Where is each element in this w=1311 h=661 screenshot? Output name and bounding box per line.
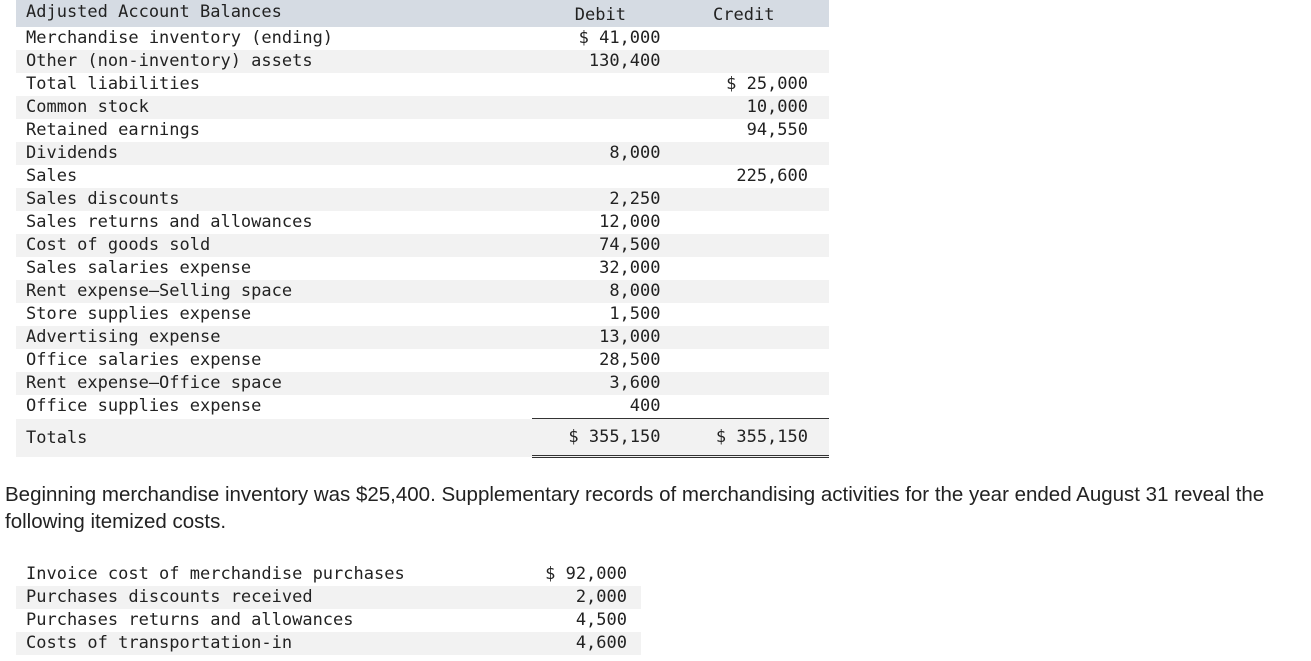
account-debit: 32,000 bbox=[599, 258, 661, 278]
adjusted-balances-table bbox=[16, 0, 829, 458]
table-row bbox=[16, 234, 829, 257]
account-credit: $ 25,000 bbox=[726, 74, 808, 94]
account-debit: 1,500 bbox=[609, 304, 661, 324]
header-title: Adjusted Account Balances bbox=[16, 0, 532, 27]
itemized-costs-table bbox=[16, 563, 641, 655]
account-name: Rent expense—Selling space bbox=[16, 280, 532, 303]
account-name: Office supplies expense bbox=[26, 396, 262, 417]
cost-name: Purchases discounts received bbox=[16, 586, 526, 609]
table-row bbox=[16, 395, 829, 419]
account-name: Sales discounts bbox=[16, 188, 532, 211]
account-name: Advertising expense bbox=[16, 326, 532, 349]
account-name: Retained earnings bbox=[26, 120, 200, 140]
table-row bbox=[16, 303, 829, 326]
table-row bbox=[16, 372, 829, 395]
header-credit: Credit bbox=[669, 0, 830, 27]
cost-row bbox=[16, 609, 641, 632]
account-credit bbox=[669, 280, 830, 303]
account-name: Sales bbox=[26, 166, 78, 186]
table-header-row bbox=[16, 0, 829, 27]
description-paragraph: Beginning merchandise inventory was $25,400. Supplementary records of merchandising activities for the year ended August 31 reveal the following itemized costs. bbox=[5, 483, 1265, 533]
cost-name: Costs of transportation-in bbox=[16, 632, 526, 655]
account-debit: 8,000 bbox=[532, 280, 668, 303]
account-debit: 13,000 bbox=[532, 326, 668, 349]
table-row bbox=[16, 119, 829, 142]
table-row bbox=[16, 211, 829, 234]
account-debit: 400 bbox=[629, 396, 661, 416]
table-row bbox=[16, 280, 829, 303]
account-credit: 10,000 bbox=[669, 96, 830, 119]
account-credit bbox=[669, 395, 830, 419]
account-name: Office salaries expense bbox=[26, 350, 262, 370]
account-debit bbox=[532, 96, 668, 119]
table-row bbox=[16, 96, 829, 119]
table-row bbox=[16, 27, 829, 50]
table-row bbox=[16, 50, 829, 73]
account-credit bbox=[669, 303, 830, 326]
table-row bbox=[16, 142, 829, 165]
account-credit bbox=[669, 27, 830, 50]
table-row bbox=[16, 73, 829, 96]
account-debit: 130,400 bbox=[532, 50, 668, 73]
cost-amount: 2,000 bbox=[526, 586, 641, 609]
account-credit bbox=[669, 188, 830, 211]
account-debit: 2,250 bbox=[532, 188, 668, 211]
totals-row bbox=[16, 419, 829, 457]
account-debit: 74,500 bbox=[532, 234, 668, 257]
table-row bbox=[16, 349, 829, 372]
account-name: Store supplies expense bbox=[26, 304, 252, 324]
account-debit bbox=[532, 165, 668, 188]
account-debit: 12,000 bbox=[599, 212, 661, 232]
cost-name: Invoice cost of merchandise purchases bbox=[26, 564, 405, 584]
account-credit bbox=[669, 372, 830, 395]
account-name: Sales returns and allowances bbox=[26, 212, 313, 232]
table-row bbox=[16, 188, 829, 211]
account-name: Sales salaries expense bbox=[26, 258, 252, 278]
totals-debit: $ 355,150 bbox=[532, 419, 668, 457]
table-row bbox=[16, 257, 829, 280]
account-name: Rent expense—Office space bbox=[16, 372, 532, 395]
cost-name: Purchases returns and allowances bbox=[26, 610, 354, 630]
account-name: Cost of goods sold bbox=[16, 234, 532, 257]
account-debit bbox=[532, 73, 668, 96]
account-name: Other (non-inventory) assets bbox=[16, 50, 532, 73]
account-credit bbox=[669, 211, 830, 234]
account-credit bbox=[669, 257, 830, 280]
account-credit: 94,550 bbox=[746, 120, 808, 140]
cost-amount: $ 92,000 bbox=[545, 564, 627, 584]
cost-row bbox=[16, 586, 641, 609]
cost-row bbox=[16, 632, 641, 655]
account-name: Merchandise inventory (ending) bbox=[26, 28, 334, 48]
account-name: Common stock bbox=[16, 96, 532, 119]
account-credit: 225,600 bbox=[736, 166, 808, 186]
table-row bbox=[16, 165, 829, 188]
cost-amount: 4,600 bbox=[526, 632, 641, 655]
account-name: Total liabilities bbox=[26, 74, 200, 94]
table-row bbox=[16, 326, 829, 349]
account-debit: 3,600 bbox=[532, 372, 668, 395]
totals-credit: $ 355,150 bbox=[669, 419, 830, 457]
totals-name: Totals bbox=[16, 419, 532, 457]
account-name: Dividends bbox=[16, 142, 532, 165]
cost-row bbox=[16, 563, 641, 586]
account-debit: 8,000 bbox=[532, 142, 668, 165]
header-debit: Debit bbox=[532, 0, 668, 27]
account-credit bbox=[669, 234, 830, 257]
account-credit bbox=[669, 326, 830, 349]
account-debit: 28,500 bbox=[599, 350, 661, 370]
account-credit bbox=[669, 142, 830, 165]
account-credit bbox=[669, 50, 830, 73]
account-credit bbox=[669, 349, 830, 372]
account-debit: $ 41,000 bbox=[578, 28, 661, 48]
account-debit bbox=[532, 119, 668, 142]
cost-amount: 4,500 bbox=[575, 610, 627, 630]
